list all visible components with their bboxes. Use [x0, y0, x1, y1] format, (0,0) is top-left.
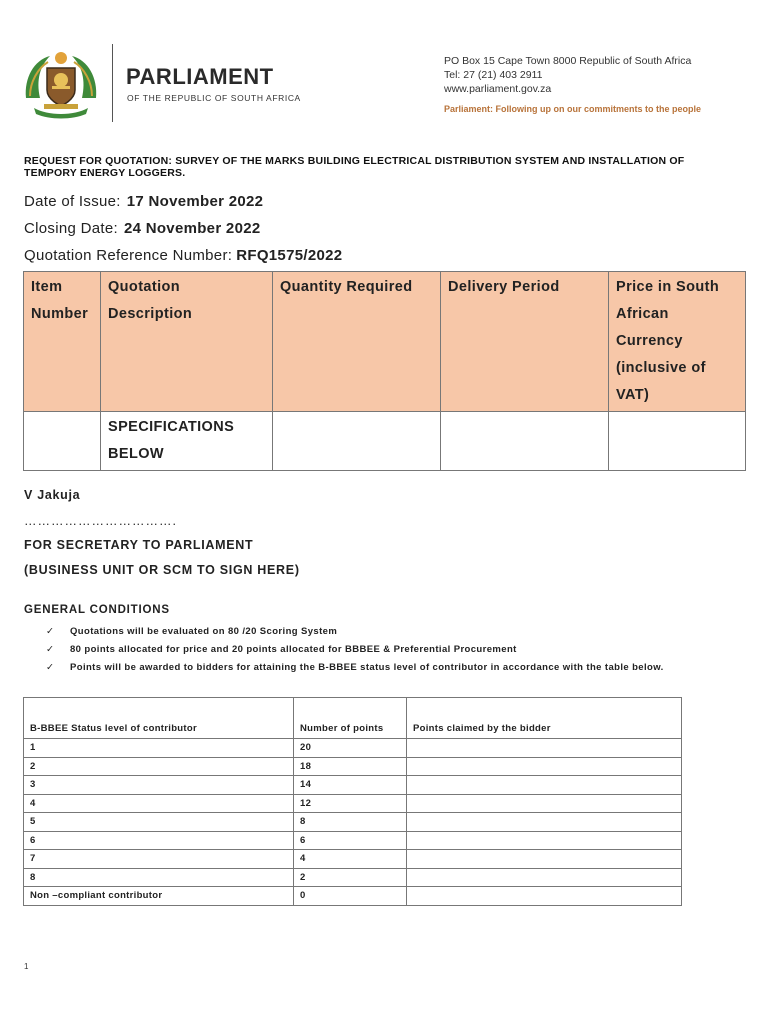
condition-text: 80 points allocated for price and 20 points allocated for BBBEE & Preferential Procurement [70, 644, 517, 655]
contact-block [444, 54, 691, 96]
reference-value: RFQ1575/2022 [236, 247, 343, 264]
signatory-role: FOR SECRETARY TO PARLIAMENT [24, 538, 254, 552]
check-icon: ✓ [46, 662, 55, 673]
col-header-points: Number of points [294, 698, 407, 739]
page-number: 1 [24, 962, 29, 971]
table-row [24, 412, 746, 471]
condition-text: Points will be awarded to bidders for attaining the B-BBEE status level of contributor in accordance with the table below. [70, 662, 664, 673]
cell-points: 12 [294, 794, 407, 813]
table-row [24, 757, 682, 776]
cell-claimed[interactable] [407, 831, 682, 850]
cell-level: 5 [24, 813, 294, 832]
bbbee-points-table [23, 697, 682, 906]
cell-claimed[interactable] [407, 776, 682, 795]
cell-claimed[interactable] [407, 794, 682, 813]
cell-points: 4 [294, 850, 407, 869]
table-row [24, 868, 682, 887]
cell-claimed[interactable] [407, 850, 682, 869]
address-line: PO Box 15 Cape Town 8000 Republic of South Africa [444, 55, 692, 67]
col-header-status-level: B-BBEE Status level of contributor [24, 698, 294, 739]
col-header-price: Price in South African Currency (inclusive of VAT) [609, 272, 746, 412]
cell-points: 8 [294, 813, 407, 832]
list-item [46, 644, 517, 655]
tel-line: Tel: 27 (21) 403 2911 [444, 69, 543, 81]
col-header-points-claimed: Points claimed by the bidder [407, 698, 682, 739]
cell-level: 2 [24, 757, 294, 776]
table-row [24, 776, 682, 795]
signatory-name: V Jakuja [24, 488, 81, 502]
cell-level: 3 [24, 776, 294, 795]
cell-points: 0 [294, 887, 407, 906]
list-item [46, 626, 337, 637]
cell-points: 2 [294, 868, 407, 887]
table-row [24, 813, 682, 832]
cell-claimed[interactable] [407, 739, 682, 758]
list-item [46, 662, 664, 673]
cell-points: 6 [294, 831, 407, 850]
cell-points: 14 [294, 776, 407, 795]
cell-level: 8 [24, 868, 294, 887]
general-conditions-title: GENERAL CONDITIONS [24, 604, 170, 616]
cell-delivery [441, 412, 609, 471]
date-of-issue-label: Date of Issue: [24, 193, 121, 210]
quotation-table [23, 271, 746, 471]
date-of-issue [24, 193, 263, 210]
condition-text: Quotations will be evaluated on 80 /20 Scoring System [70, 626, 338, 637]
table-row [24, 850, 682, 869]
cell-claimed[interactable] [407, 813, 682, 832]
cell-level: Non –compliant contributor [24, 887, 294, 906]
reference-label: Quotation Reference Number: [24, 247, 233, 264]
cell-item-number [24, 412, 101, 471]
cell-claimed[interactable] [407, 868, 682, 887]
motto: Parliament: Following up on our commitments to the people [444, 104, 702, 114]
signatory-unit: (BUSINESS UNIT OR SCM TO SIGN HERE) [24, 563, 300, 577]
cell-quantity [273, 412, 441, 471]
header-divider [112, 44, 113, 122]
check-icon: ✓ [46, 626, 55, 637]
closing-date [24, 220, 261, 237]
quotation-reference [24, 247, 342, 264]
cell-price [609, 412, 746, 471]
cell-claimed[interactable] [407, 887, 682, 906]
table-row [24, 739, 682, 758]
col-header-description: Quotation Description [101, 272, 273, 412]
document-title: REQUEST FOR QUOTATION: SURVEY OF THE MARKS BUILDING ELECTRICAL DISTRIBUTION SYSTEM AND INSTALLATION OF TEMPORY ENERGY LOGGERS. [24, 155, 685, 179]
cell-level: 6 [24, 831, 294, 850]
col-header-delivery: Delivery Period [441, 272, 609, 412]
table-row [24, 887, 682, 906]
closing-date-label: Closing Date: [24, 220, 118, 237]
cell-level: 1 [24, 739, 294, 758]
brand-title: PARLIAMENT [126, 64, 274, 89]
cell-level: 4 [24, 794, 294, 813]
cell-points: 18 [294, 757, 407, 776]
col-header-quantity: Quantity Required [273, 272, 441, 412]
coat-of-arms-icon [20, 48, 102, 120]
cell-points: 20 [294, 739, 407, 758]
website-link[interactable]: www.parliament.gov.za [444, 83, 552, 95]
table-row [24, 794, 682, 813]
col-header-item-number: Item Number [24, 272, 101, 412]
table-row [24, 831, 682, 850]
quotation-table-header [24, 272, 746, 412]
check-icon: ✓ [46, 644, 55, 655]
date-of-issue-value: 17 November 2022 [126, 193, 264, 210]
brand-subtitle: OF THE REPUBLIC OF SOUTH AFRICA [127, 93, 301, 103]
closing-date-value: 24 November 2022 [123, 220, 261, 237]
signature-line: ……………………………. [24, 514, 177, 528]
bbbee-table-header [24, 698, 682, 739]
cell-level: 7 [24, 850, 294, 869]
cell-description: SPECIFICATIONS BELOW [101, 412, 273, 471]
cell-claimed[interactable] [407, 757, 682, 776]
